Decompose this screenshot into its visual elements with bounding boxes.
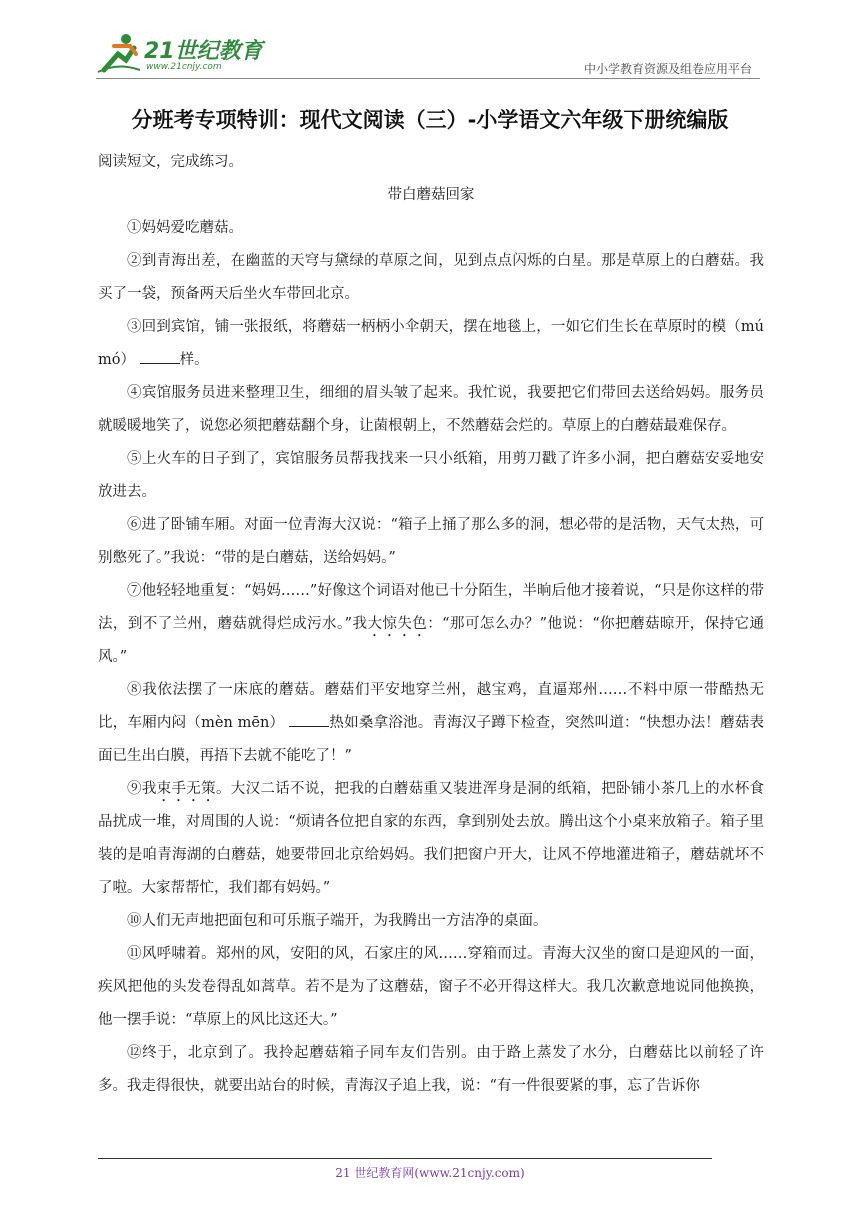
platform-label: 中小学教育资源及组卷应用平台 xyxy=(583,62,752,76)
emphasized-phrase: 大惊失色 xyxy=(367,616,428,632)
paragraph-12: ⑫终于，北京到了。我拎起蘑菇箱子同车友们告别。由于路上蒸发了水分，白蘑菇比以前轻了许多。我走得很快，就要出站台的时候，青海汉子追上我，说：“有一件很要紧的事，忘了告诉你 xyxy=(98,1045,764,1094)
paragraph-6: ⑥进了卧铺车厢。对面一位青海大汉说：“箱子上捅了那么多的洞，想必带的是活物，天气太热，可别憋死了。”我说：“带的是白蘑菇，送给妈妈。” xyxy=(98,517,764,566)
document-title: 分班考专项特训：现代文阅读（三）-小学语文六年级下册统编版 xyxy=(131,108,729,132)
paragraph-7 xyxy=(98,575,764,674)
passage-title: 带白蘑菇回家 xyxy=(387,187,475,203)
paragraph-7-tail: ：“那可怎么办？”他说：“你把蘑菇晾开，保持它通风。” xyxy=(98,616,764,665)
paragraph-1: ①妈妈爱吃蘑菇。 xyxy=(127,220,243,236)
runner-logo-icon xyxy=(96,32,142,76)
paragraph-10: ⑩人们无声地把面包和可乐瓶子端开，为我腾出一方洁净的桌面。 xyxy=(127,913,548,929)
paragraph-3 xyxy=(98,311,764,377)
site-logo[interactable] xyxy=(96,32,266,76)
paragraph-9-tail: 。大汉二话不说，把我的白蘑菇重又装进浑身是洞的纸箱，把卧铺小茶几上的水杯食品扰成一堆，对周围的人说：“烦请各位把自家的东西，拿到别处去放。腾出这个小桌来放箱子。箱子里装的是咱青海湖的白蘑菇，她要带回北京给妈妈。我们把窗户开大，让风不停地灌进箱子，蘑菇就坏不了啦。大家帮帮忙，我们都有妈妈。” xyxy=(98,781,765,896)
paragraph-2: ②到青海出差，在幽蓝的天穹与黛绿的草原之间，见到点点闪烁的白星。那是草原上的白蘑菇。我买了一袋，预备两天后坐火车带回北京。 xyxy=(98,253,764,302)
paragraph-11: ⑪风呼啸着。郑州的风，安阳的风，石家庄的风……穿箱而过。青海大汉坐的窗口是迎风的一面，疾风把他的头发卷得乱如蒿草。若不是为了这蘑菇，窗子不必开得这样大。我几次歉意地说同他换换，他一摆手说：“草原上的风比这还大。” xyxy=(98,946,764,1028)
document-body xyxy=(98,146,764,1103)
paragraph-3-tail: 样。 xyxy=(179,352,209,368)
instruction: 阅读短文，完成练习。 xyxy=(98,154,243,170)
page-footer[interactable]: 21 世纪教育网(www.21cnjy.com) xyxy=(335,1166,525,1180)
paragraph-7-text: ⑦他轻轻地重复：“妈妈……”好像这个词语对他已十分陌生，半晌后他才接着说，“只是你这样的带法，到不了兰州，蘑菇就得烂成污水。”我 xyxy=(98,583,764,632)
paragraph-9 xyxy=(98,773,764,905)
paragraph-8 xyxy=(98,674,764,773)
fill-in-blank-2[interactable] xyxy=(289,712,329,727)
paragraph-9-text: ⑨我 xyxy=(127,781,157,797)
logo-text: 21世纪教育 xyxy=(144,39,263,64)
paragraph-5: ⑤上火车的日子到了，宾馆服务员帮我找来一只小纸箱，用剪刀戳了许多小洞，把白蘑菇安妥地安放进去。 xyxy=(98,451,764,500)
footer-divider xyxy=(98,1158,712,1159)
paragraph-4: ④宾馆服务员进来整理卫生，细细的眉头皱了起来。我忙说，我要把它们带回去送给妈妈。服务员就暖暖地笑了，说您必须把蘑菇翻个身，让菌根朝上，不然蘑菇会烂的。草原上的白蘑菇最难保存。 xyxy=(98,385,764,434)
emphasized-phrase: 束手无策 xyxy=(156,781,216,797)
logo-url: www.21cnjy.com xyxy=(146,62,222,72)
page-header xyxy=(96,28,760,80)
header-divider xyxy=(96,78,760,79)
paragraph-8-tail: 热如桑拿浴池。青海汉子蹲下检查，突然叫道：“快想办法！蘑菇表面已生出白膜，再捂下去就不能吃了！” xyxy=(98,715,764,764)
fill-in-blank-1[interactable] xyxy=(140,349,180,364)
paragraph-8-text: ⑧我依法摆了一床底的蘑菇。蘑菇们平安地穿兰州，越宝鸡，直逼郑州……不料中原一带酷热无比，车厢内闷（mèn mēn） xyxy=(98,682,764,731)
paragraph-3-text: ③回到宾馆，铺一张报纸，将蘑菇一柄柄小伞朝天，摆在地毯上，一如它们生长在草原时的模（mú mó） xyxy=(98,319,764,368)
